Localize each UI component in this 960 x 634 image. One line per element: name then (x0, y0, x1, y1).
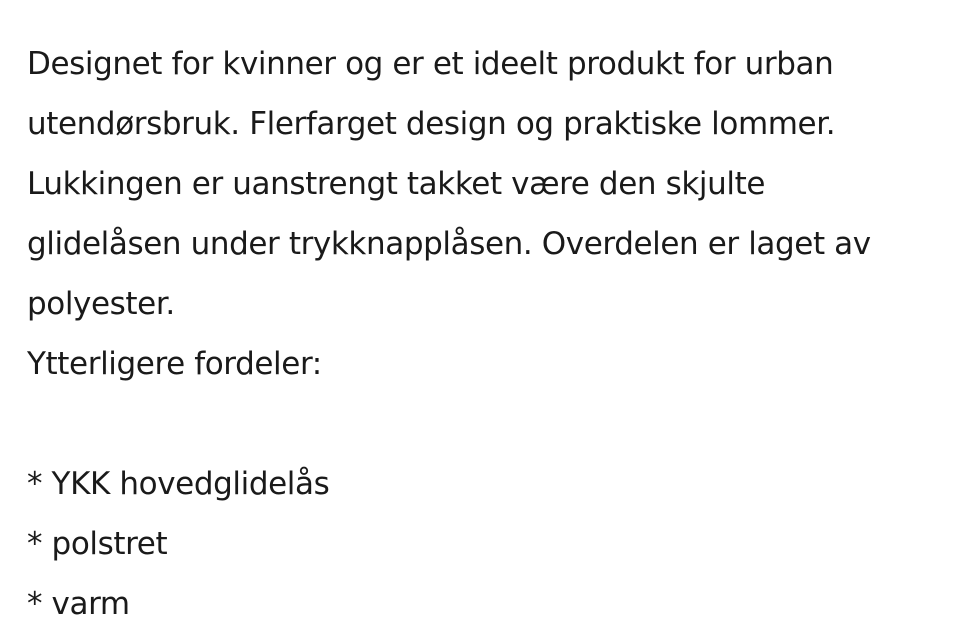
description-line: polyester. (27, 286, 175, 322)
benefits-heading: Ytterligere fordeler: (27, 346, 322, 382)
blank-line (27, 394, 947, 454)
benefit-item: * polstret (27, 526, 168, 562)
description-line: Lukkingen er uanstrengt takket være den skjulte (27, 166, 765, 202)
benefit-item: * varm (27, 586, 130, 622)
description-line: glidelåsen under trykknapplåsen. Overdelen er laget av (27, 226, 871, 262)
description-line: Designet for kvinner og er et ideelt produkt for urban (27, 46, 834, 82)
product-description (27, 34, 947, 634)
benefit-item: * YKK hovedglidelås (27, 466, 330, 502)
description-line: utendørsbruk. Flerfarget design og praktiske lommer. (27, 106, 836, 142)
